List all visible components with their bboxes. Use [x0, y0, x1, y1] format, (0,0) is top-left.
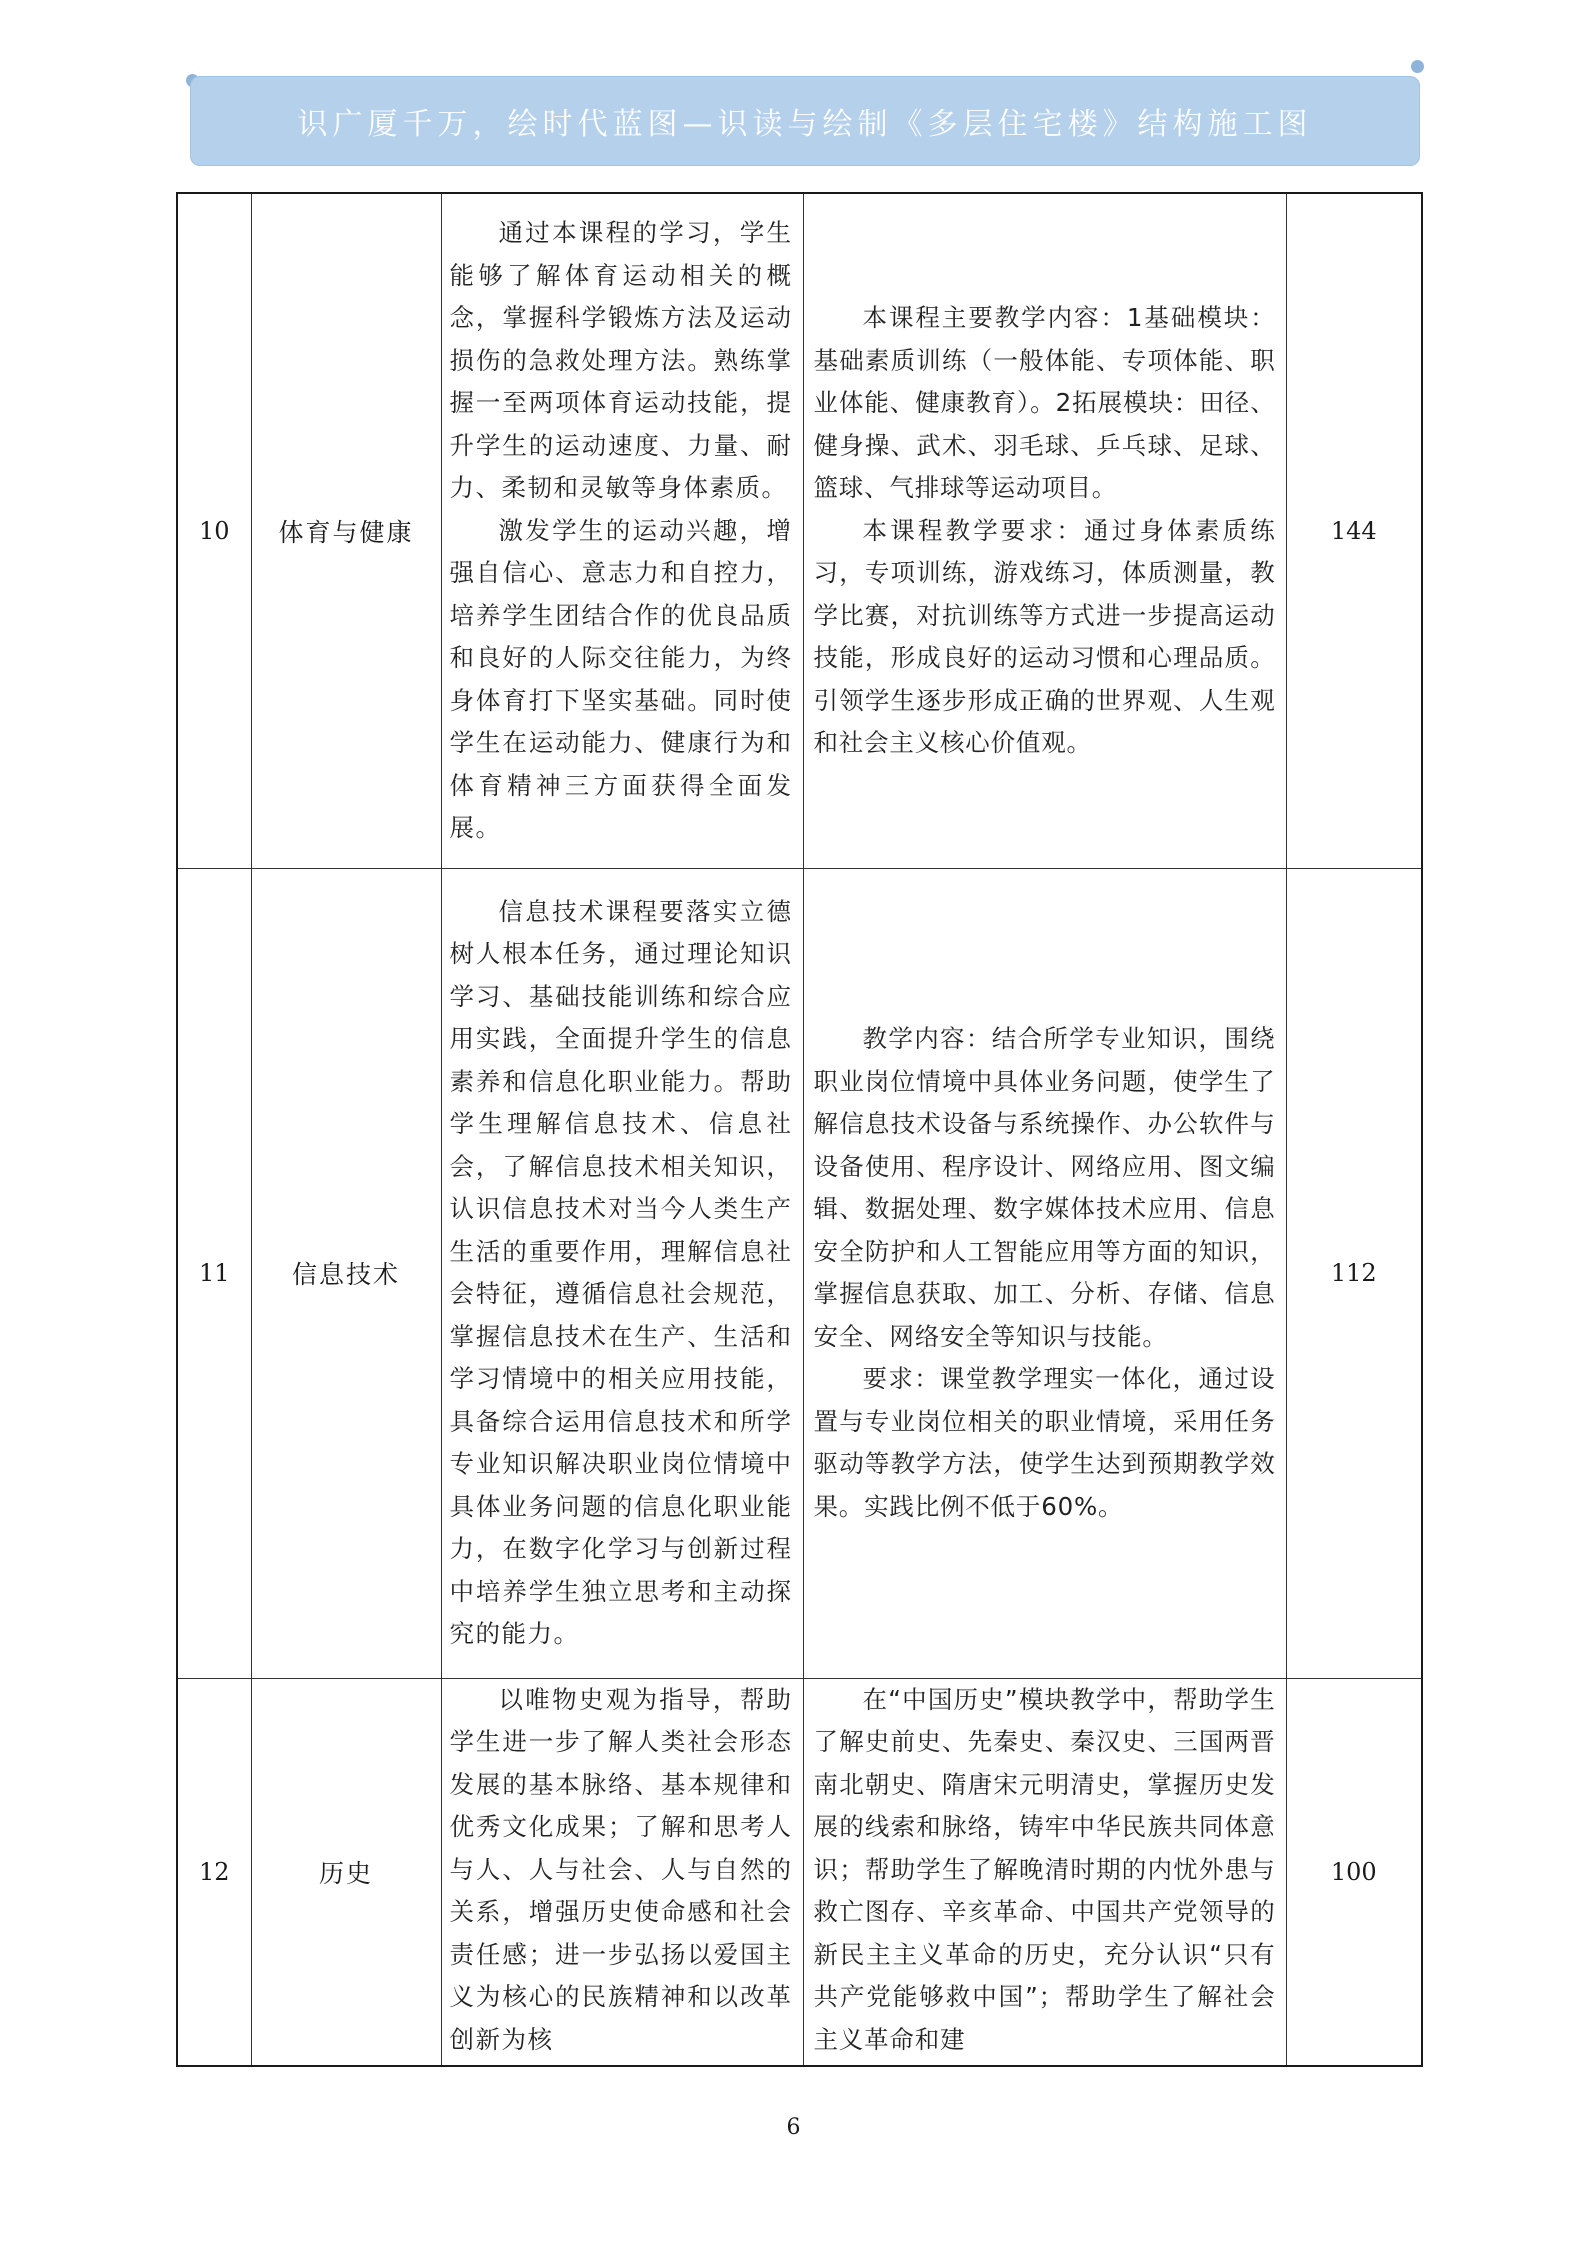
course-content-cell — [803, 868, 1286, 1678]
course-content-cell — [803, 1678, 1286, 2066]
course-content-paragraph: 本课程主要教学内容：1基础模块：基础素质训练（一般体能、专项体能、职业体能、健康教育）。2拓展模块：田径、健身操、武术、羽毛球、乒乓球、足球、篮球、气排球等运动项目。 — [813, 303, 1276, 502]
course-number: 10 — [177, 193, 251, 868]
page-title: 识广厦千万，绘时代蓝图—识读与绘制《多层住宅楼》结构施工图 — [297, 107, 1313, 142]
course-name: 历史 — [251, 1678, 441, 2066]
course-number: 11 — [177, 868, 251, 1678]
course-name: 信息技术 — [251, 868, 441, 1678]
course-content-cell — [803, 193, 1286, 868]
course-goal-paragraph: 通过本课程的学习，学生能够了解体育运动相关的概念，掌握科学锻炼方法及运动损伤的急救处理方法。熟练掌握一至两项体育运动技能，提升学生的运动速度、力量、耐力、柔韧和灵敏等身体素质。 — [449, 218, 793, 502]
table-row — [177, 1678, 1422, 2066]
header-banner — [190, 76, 1420, 166]
table-row — [177, 868, 1422, 1678]
course-table — [176, 192, 1423, 2067]
table-row — [177, 193, 1422, 868]
course-hours: 144 — [1286, 193, 1422, 868]
course-content-paragraph: 教学内容：结合所学专业知识，围绕职业岗位情境中具体业务问题，使学生了解信息技术设备与系统操作、办公软件与设备使用、程序设计、网络应用、图文编辑、数据处理、数字媒体技术应用、信息安全防护和人工智能应用等方面的知识，掌握信息获取、加工、分析、存储、信息安全、网络安全等知识与技能。 — [813, 1024, 1276, 1351]
course-goal-cell — [441, 193, 803, 868]
banner-corner-dot — [1411, 60, 1424, 73]
course-number: 12 — [177, 1678, 251, 2066]
course-goal-cell — [441, 868, 803, 1678]
course-goal-paragraph: 信息技术课程要落实立德树人根本任务，通过理论知识学习、基础技能训练和综合应用实践，全面提升学生的信息素养和信息化职业能力。帮助学生理解信息技术、信息社会，了解信息技术相关知识，认识信息技术对当今人类生产生活的重要作用，理解信息社会特征，遵循信息社会规范，掌握信息技术在生产、生活和学习情境中的相关应用技能，具备综合运用信息技术和所学专业知识解决职业岗位情境中具体业务问题的信息化职业能力，在数字化学习与创新过程中培养学生独立思考和主动探究的能力。 — [449, 896, 793, 1648]
course-content-paragraph: 要求：课堂教学理实一体化，通过设置与专业岗位相关的职业情境，采用任务驱动等教学方法，使学生达到预期教学效果。实践比例不低于60%。 — [813, 1364, 1276, 1521]
course-name: 体育与健康 — [251, 193, 441, 868]
course-content-paragraph: 在“中国历史”模块教学中，帮助学生了解史前史、先秦史、秦汉史、三国两晋南北朝史、隋唐宋元明清史，掌握历史发展的线索和脉络，铸牢中华民族共同体意识；帮助学生了解晚清时期的内忧外患与救亡图存、辛亥革命、中国共产党领导的新民主主义革命的历史，充分认识“只有共产党能够救中国”；帮助学生了解社会主义革命和建 — [813, 1684, 1276, 2054]
course-content-paragraph: 本课程教学要求：通过身体素质练习，专项训练，游戏练习，体质测量，教学比赛，对抗训练等方式进一步提高运动技能，形成良好的运动习惯和心理品质。引领学生逐步形成正确的世界观、人生观和社会主义核心价值观。 — [813, 515, 1276, 757]
course-goal-paragraph: 以唯物史观为指导，帮助学生进一步了解人类社会形态发展的基本脉络、基本规律和优秀文化成果；了解和思考人与人、人与社会、人与自然的关系，增强历史使命感和社会责任感；进一步弘扬以爱国主义为核心的民族精神和以改革创新为核 — [449, 1684, 793, 2054]
course-hours: 112 — [1286, 868, 1422, 1678]
course-hours: 100 — [1286, 1678, 1422, 2066]
course-goal-cell — [441, 1678, 803, 2066]
page-number: 6 — [786, 2115, 801, 2140]
course-goal-paragraph: 激发学生的运动兴趣，增强自信心、意志力和自控力，培养学生团结合作的优良品质和良好的人际交往能力，为终身体育打下坚实基础。同时使学生在运动能力、健康行为和体育精神三方面获得全面发展。 — [449, 515, 793, 842]
